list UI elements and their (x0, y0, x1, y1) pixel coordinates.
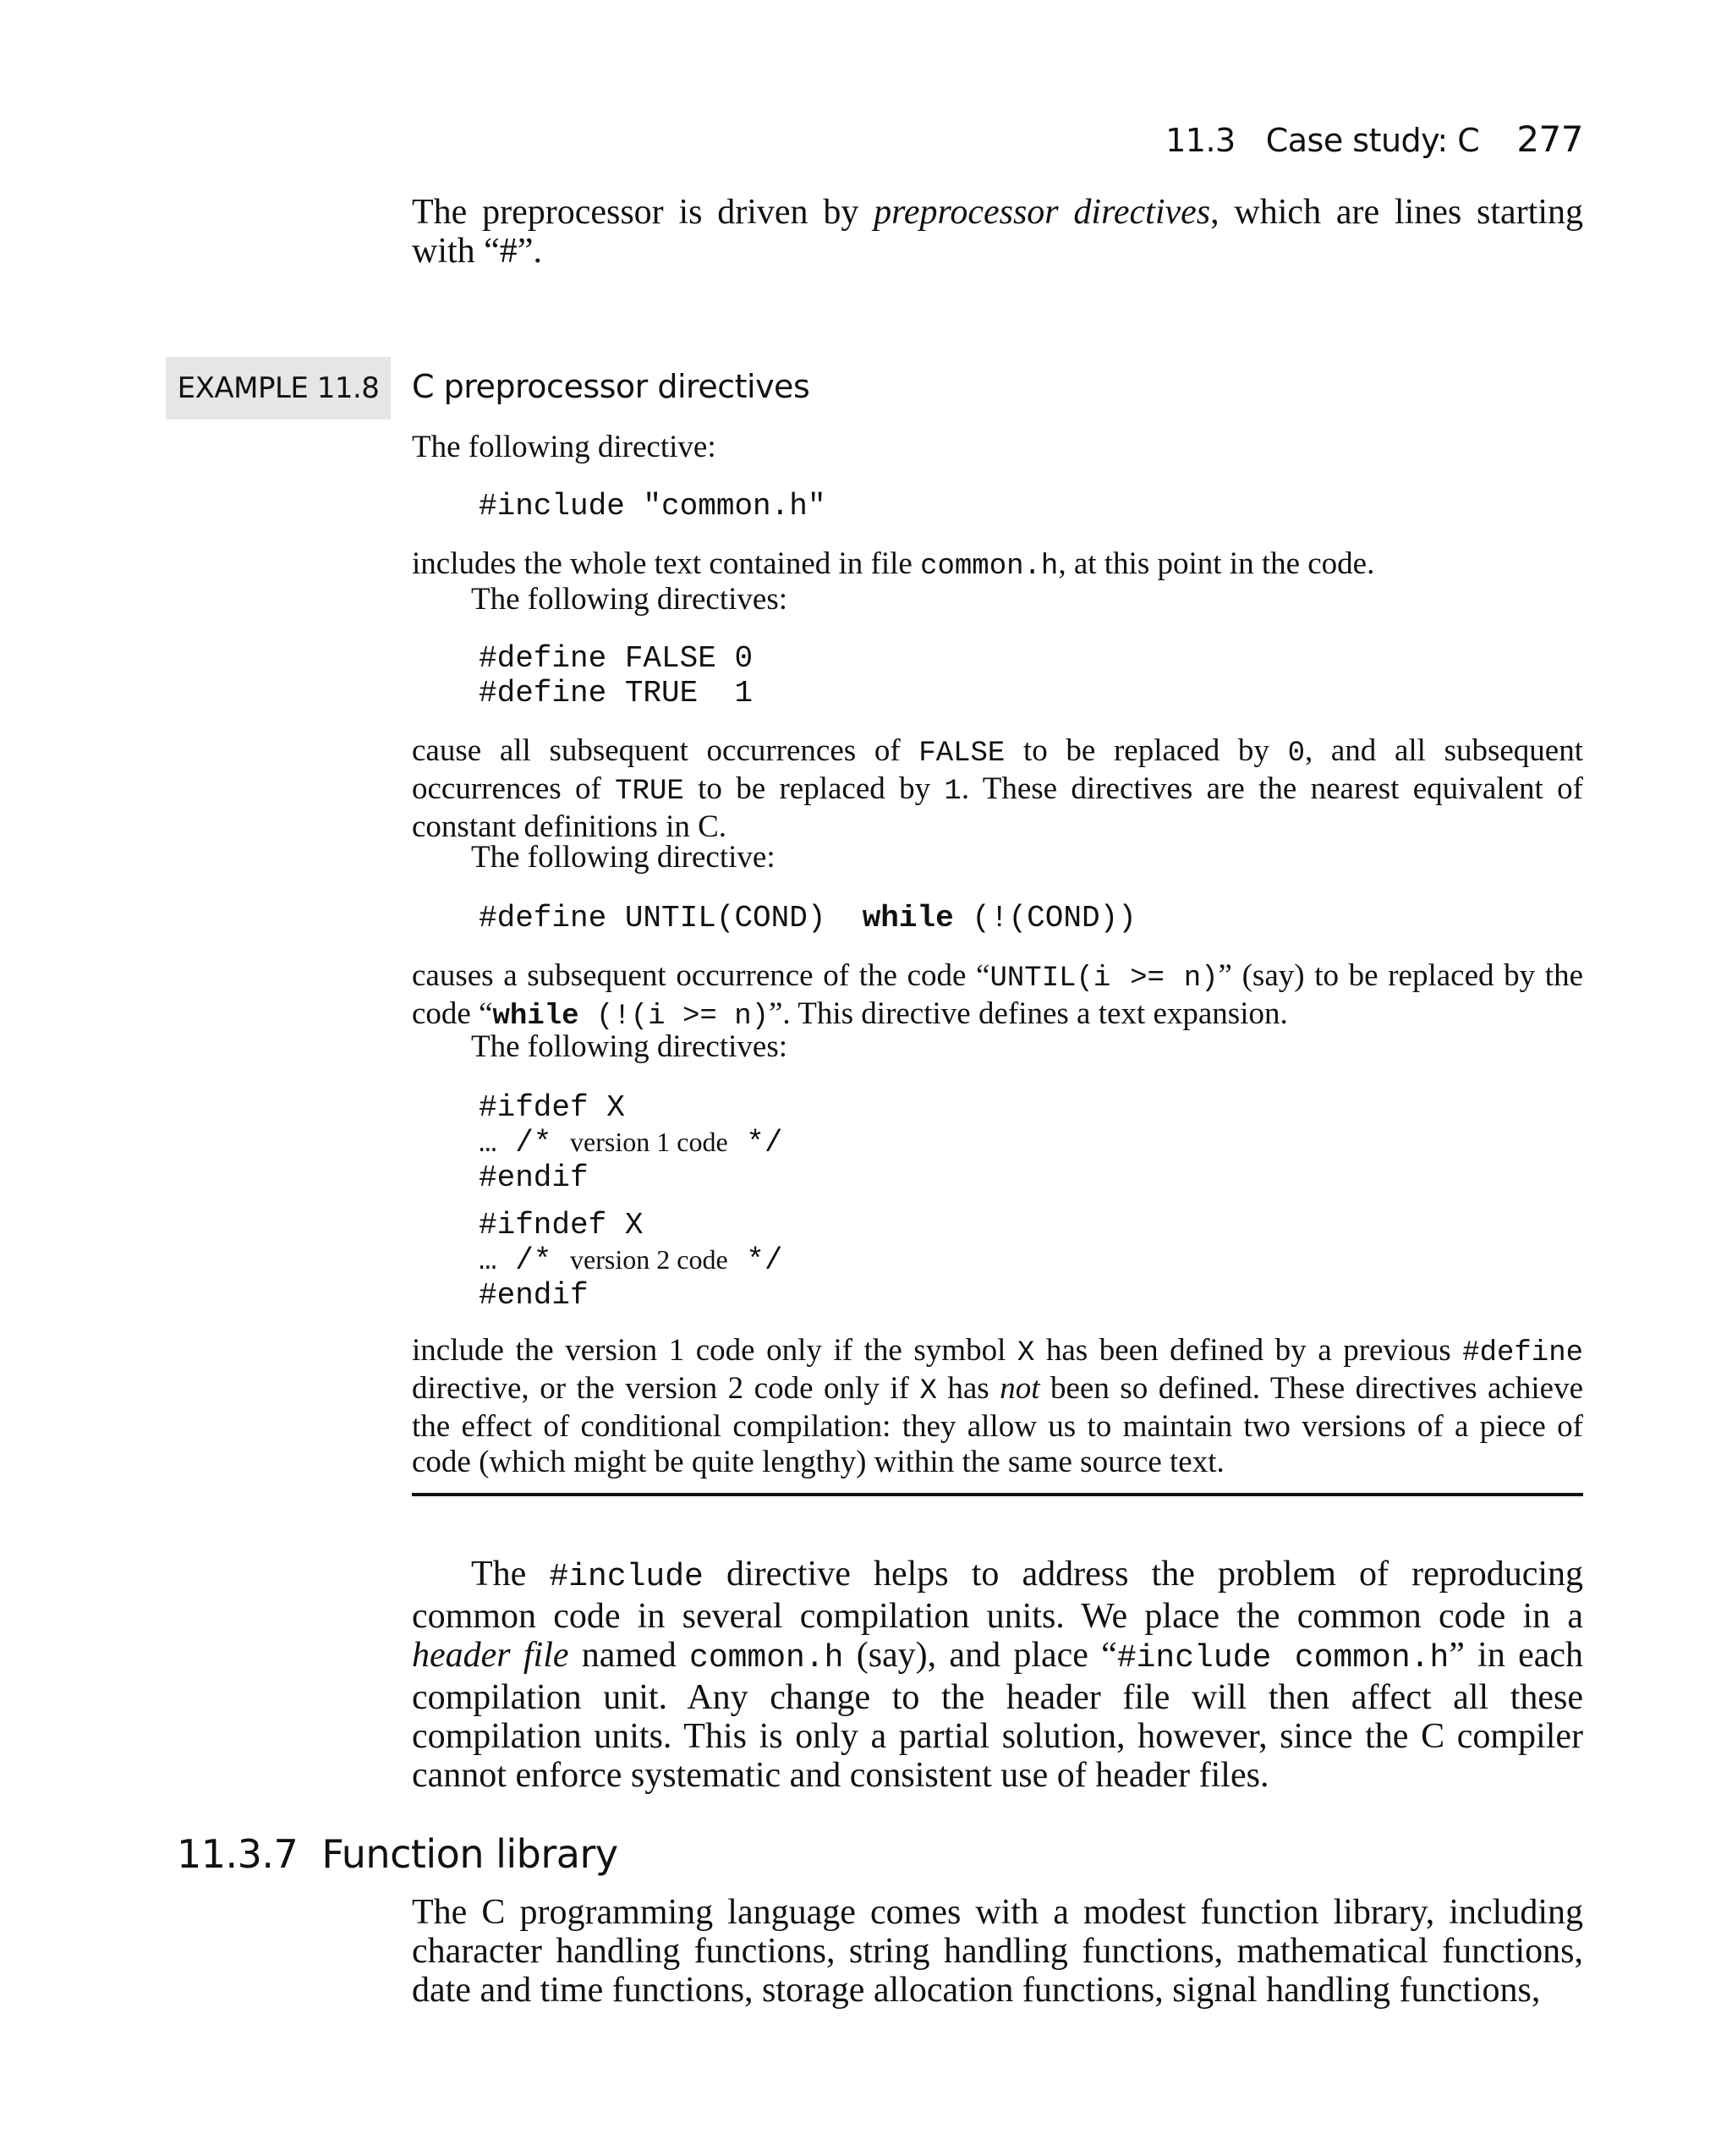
example-para-6: causes a subsequent occurrence of the code “UNTIL(i >= n)” (say) to be replaced by the code “while (!(i >= n)”. This directive defines a text expansion. (412, 958, 1583, 1033)
running-head-section: 11.3 (1165, 122, 1236, 159)
example-para-7: The following directives: (471, 1029, 788, 1064)
section-heading (177, 1831, 618, 1877)
example-title: C preprocessor directives (412, 368, 810, 405)
example-para-2: includes the whole text contained in file common.h, at this point in the code. (412, 546, 1375, 583)
running-head-title: Case study: C (1265, 122, 1480, 159)
example-para-3: The following directives: (471, 582, 788, 617)
page-number: 277 (1516, 118, 1583, 160)
intro-paragraph: The preprocessor is driven by preprocessor directives, which are lines starting with “#”. (412, 193, 1583, 271)
code-define-true: #define TRUE 1 (479, 676, 754, 710)
section-number: 11.3.7 (177, 1831, 299, 1877)
example-para-1: The following directive: (412, 430, 716, 464)
final-paragraph: The C programming language comes with a modest function library, including character handling functions, string handling functions, mathematical functions, date and time functions, storage allocation functions, signal handling functions, (412, 1893, 1583, 2010)
example-para-4: cause all subsequent occurrences of FALSE to be replaced by 0, and all subsequent occurrences of TRUE to be replaced by 1. These directives are the nearest equivalent of constant definitions in C. (412, 733, 1584, 844)
code-include: #include "common.h" (479, 489, 826, 524)
code-ifdef-block: #ifdef X … /* version 1 code */ #endif (479, 1090, 783, 1195)
emphasis-term: preprocessor directives (874, 193, 1211, 232)
example-end-rule (412, 1493, 1583, 1496)
example-para-8: include the version 1 code only if the symbol X has been defined by a previous #define directive, or the version 2 code only if X has not been so defined. These directives achieve the effect of conditional compilation: they allow us to maintain two versions of a piece of code (which might be quite lengthy) within the same source text. (412, 1333, 1583, 1479)
running-head (1165, 118, 1583, 160)
example-para-5: The following directive: (471, 840, 776, 875)
code-define-until: #define UNTIL(COND) while (!(COND)) (479, 901, 1137, 935)
body-paragraph: The #include directive helps to address the problem of reproducing common code in several compilation units. We place the common code in a header file named common.h (say), and place “#include common.h” in each compilation unit. Any change to the header file will then affect all these compilation units. This is only a partial solution, however, since the C compiler cannot enforce systematic and consistent use of header files. (412, 1555, 1584, 1795)
example-label: EXAMPLE 11.8 (166, 357, 391, 420)
code-define-false: #define FALSE 0 (479, 641, 754, 676)
code-ifndef-block: #ifndef X … /* version 2 code */ #endif (479, 1208, 783, 1313)
section-title: Function library (321, 1831, 618, 1877)
